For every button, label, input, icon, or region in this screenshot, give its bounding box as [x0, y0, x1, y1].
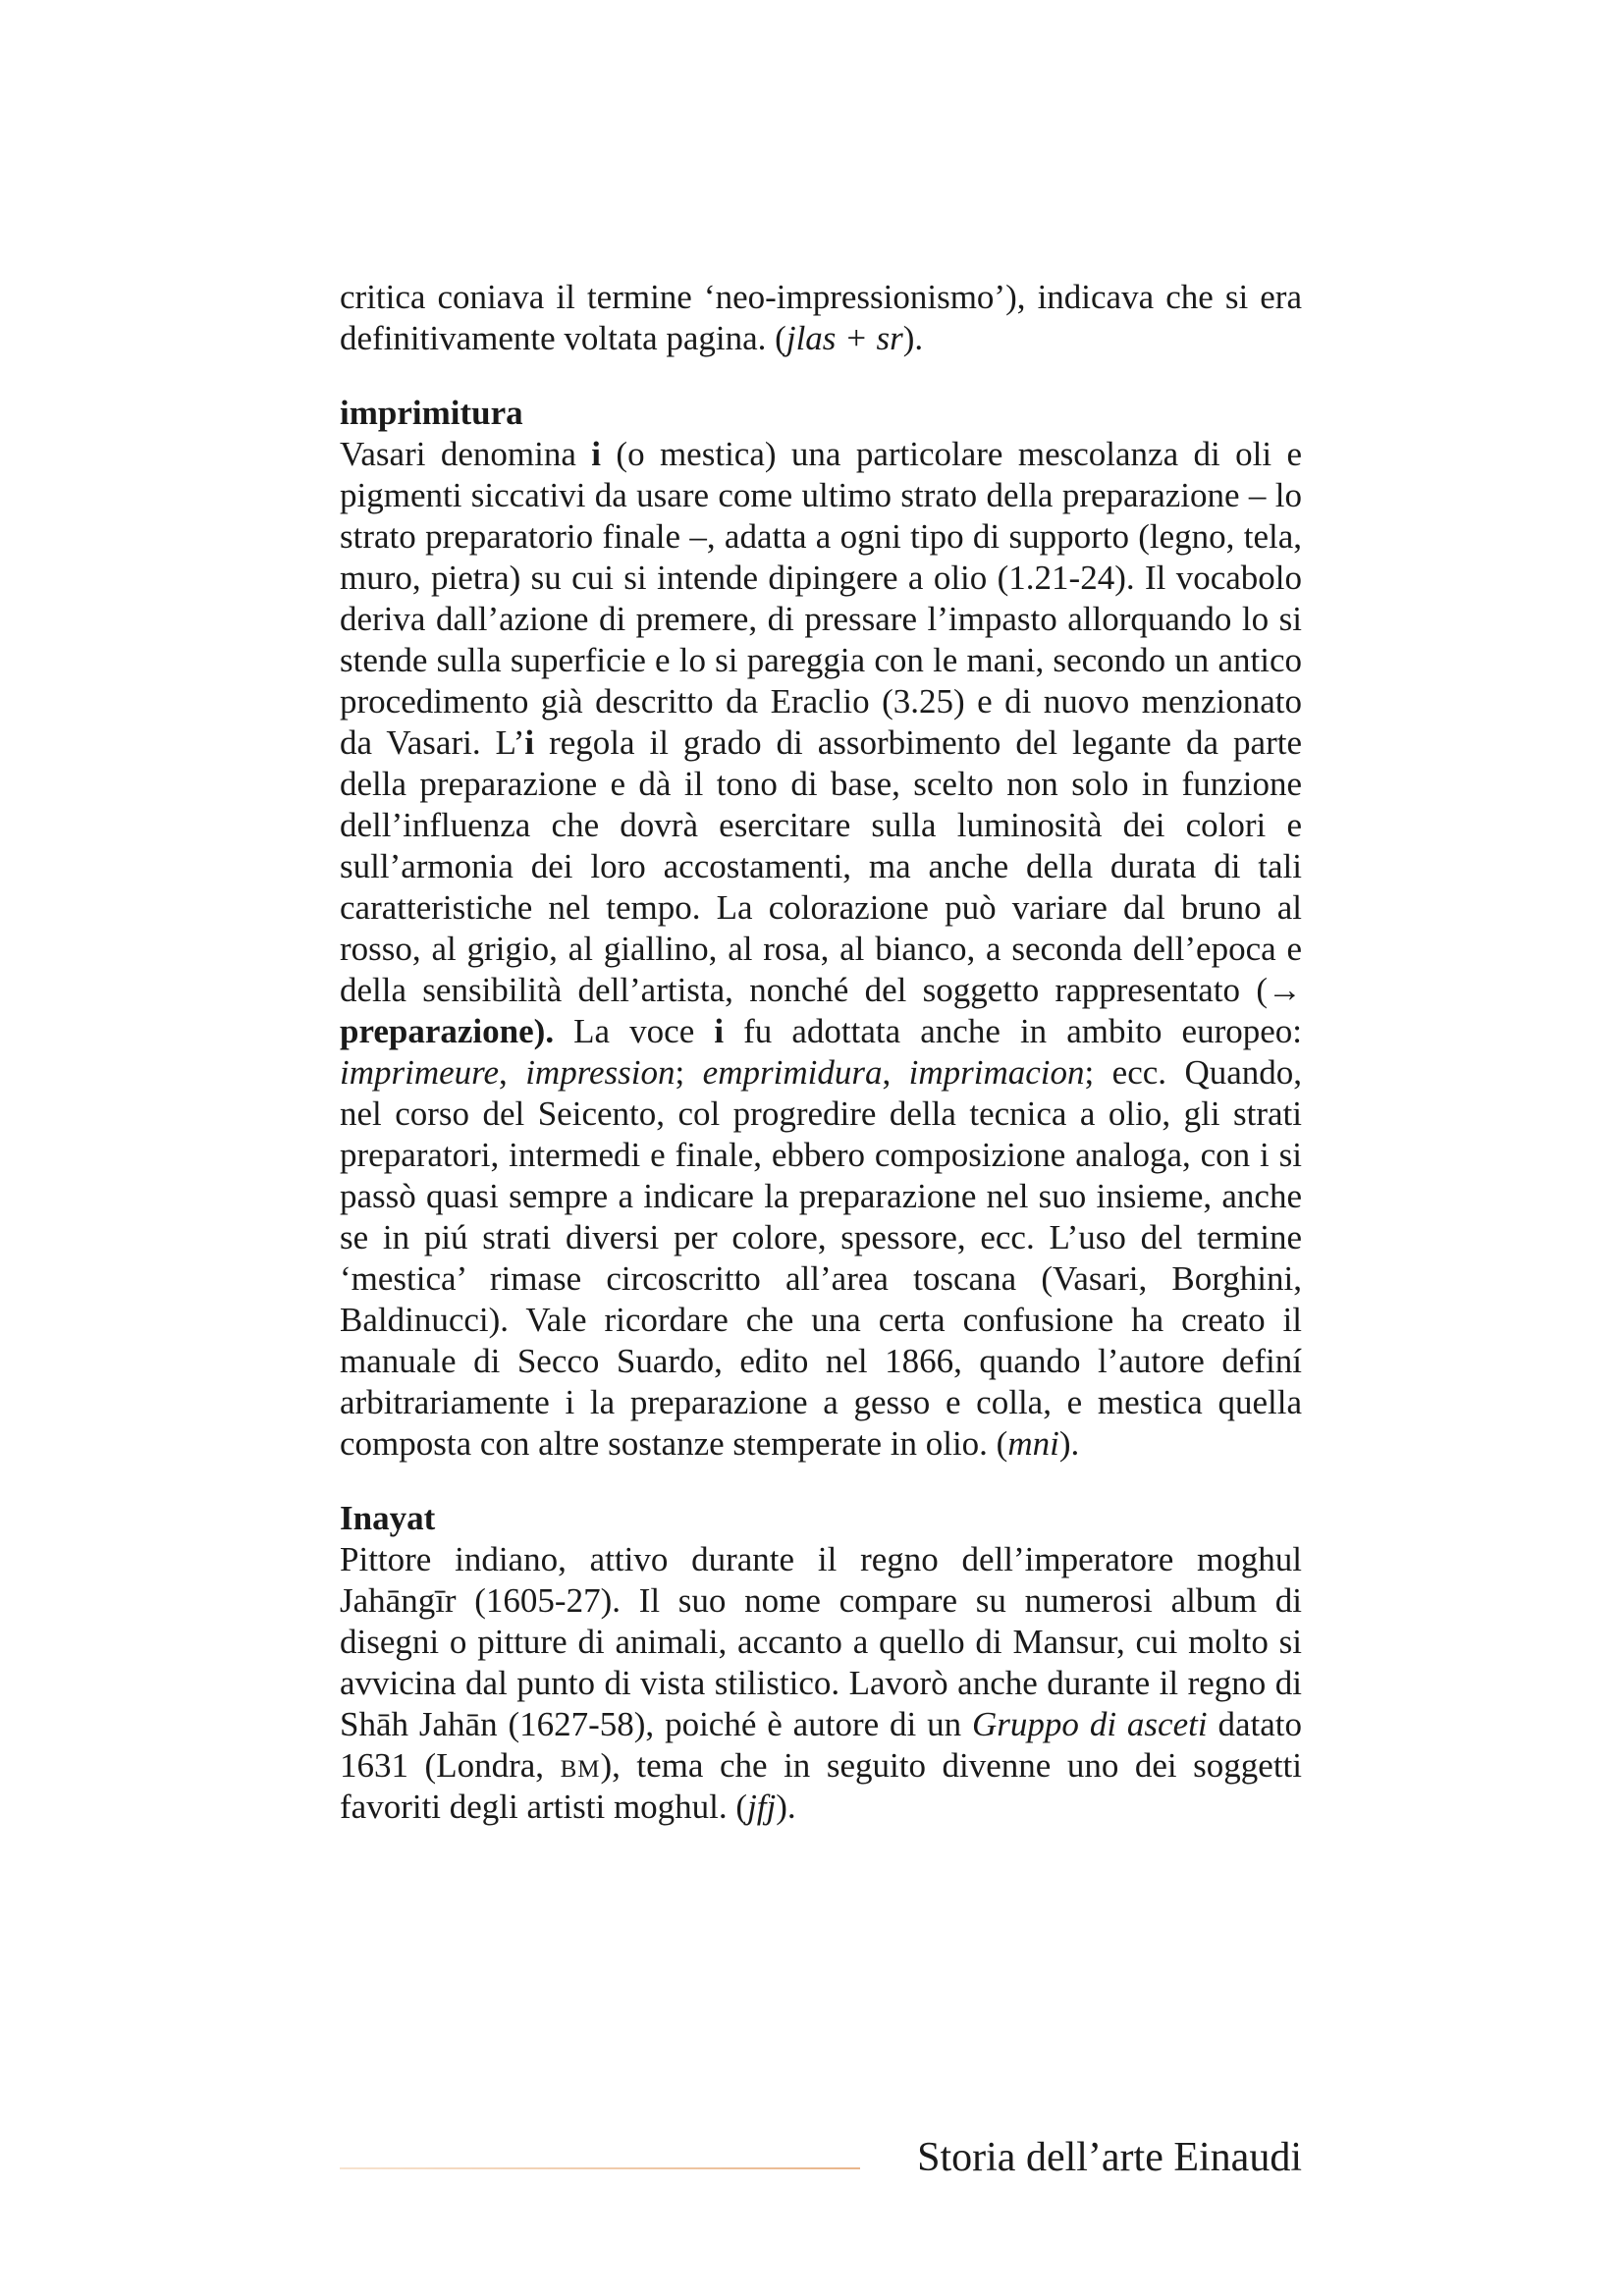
- body-text: datato 1631 (Londra,: [340, 1705, 1302, 1785]
- body-text: (o mestica) una particolare mescolanza di oli e pigmenti siccativi da usare come ultimo strato della preparazione – lo strato preparatorio finale –, adatta a ogni tipo di supporto (legno, tela, muro, pietra) su cui si intende dipingere a olio (1.21-24). Il vocabolo deriva dall’azione di premere, di pressare l’impasto allorquando lo si stende sulla superficie e lo si pareggia con le mani, secondo un antico procedimento già descritto da Eraclio (3.25) e di nuovo menzionato da Vasari. L’: [340, 435, 1302, 762]
- body-text: regola il grado di assorbimento del legante da parte della preparazione e dà il tono di base, scelto non solo in funzione dell’influenza che dovrà esercitare sulla luminosità dei colori e sull’armonia dei loro accostamenti, ma anche della durata di tali caratteristiche nel tempo. La colorazione può variare dal bruno al rosso, al grigio, al giallino, al rosa, al bianco, a seconda dell’epoca e della sensibilità dell’artista, nonché del soggetto rappresentato (: [340, 723, 1302, 1009]
- headword-abbrev: i: [524, 723, 535, 762]
- body-text: La voce: [554, 1012, 715, 1050]
- cross-reference: preparazione).: [340, 1012, 555, 1050]
- headword-abbrev: i: [591, 435, 602, 473]
- author-initials: jfj: [747, 1788, 777, 1826]
- entry-title-imprimitura: imprimitura: [340, 394, 523, 432]
- headword-abbrev: i: [714, 1012, 725, 1050]
- italic-term: imprimacion: [908, 1053, 1085, 1092]
- page-body: [340, 277, 1302, 1828]
- italic-term: impression: [525, 1053, 676, 1092]
- arrow-icon: →: [1268, 971, 1302, 1009]
- body-text: ).: [776, 1788, 796, 1826]
- continuation-text: critica coniava il termine ‘neo-impressionismo’), indicava che si era definitivamente voltata pagina. (: [340, 278, 1302, 357]
- body-text: ;: [675, 1053, 703, 1092]
- entry-body-imprimitura: [340, 434, 1302, 1465]
- body-text: Vasari denomina: [340, 435, 592, 473]
- continuation-paragraph: [340, 277, 1302, 359]
- italic-term: emprimidura: [702, 1053, 883, 1092]
- author-initials: mni: [1007, 1424, 1059, 1463]
- body-text: ,: [882, 1053, 909, 1092]
- author-initials: jlas + sr: [785, 319, 903, 357]
- artwork-title: Gruppo di asceti: [972, 1705, 1208, 1743]
- footer-divider: [340, 2167, 860, 2169]
- page-footer: [340, 2132, 1302, 2191]
- continuation-end: ).: [902, 319, 924, 357]
- body-text: fu adottata anche in ambito europeo:: [724, 1012, 1302, 1050]
- body-text: ; ecc. Quando, nel corso del Seicento, col progredire della tecnica a olio, gli strati preparatori, intermedi e finale, ebbero composizione analoga, con i si passò quasi sempre a indicare la preparazione nel suo insieme, anche se in piú strati diversi per colore, spessore, ecc. L’uso del termine ‘mestica’ rimase circoscritto all’area toscana (Vasari, Borghini, Baldinucci). Vale ricordare che una certa confusione ha creato il manuale di Secco Suardo, edito nel 1866, quando l’autore definí arbitrariamente i la preparazione a gesso e colla, e mestica quella composta con altre sostanze stemperate in olio. (: [340, 1053, 1302, 1463]
- entry-title-inayat: Inayat: [340, 1499, 436, 1537]
- entry-body-inayat: [340, 1539, 1302, 1828]
- body-text: Pittore indiano, attivo durante il regno dell’imperatore moghul Jahāngīr (1605-27). Il suo nome compare su numerosi album di disegni o pitture di animali, accanto a quello di Mansur, cui molto si avvicina dal punto di vista stilistico. Lavorò anche durante il regno di Shāh Jahān (1627-58), poiché è autore di un: [340, 1540, 1302, 1743]
- publisher-name: Storia dell’arte Einaudi: [917, 2135, 1302, 2180]
- body-text: ), tema che in seguito divenne uno dei soggetti favoriti degli artisti moghul. (: [340, 1746, 1302, 1826]
- italic-term: imprimeure: [340, 1053, 500, 1092]
- body-text: ).: [1058, 1424, 1080, 1463]
- museum-abbrev: bm: [560, 1746, 601, 1785]
- body-text: ,: [499, 1053, 526, 1092]
